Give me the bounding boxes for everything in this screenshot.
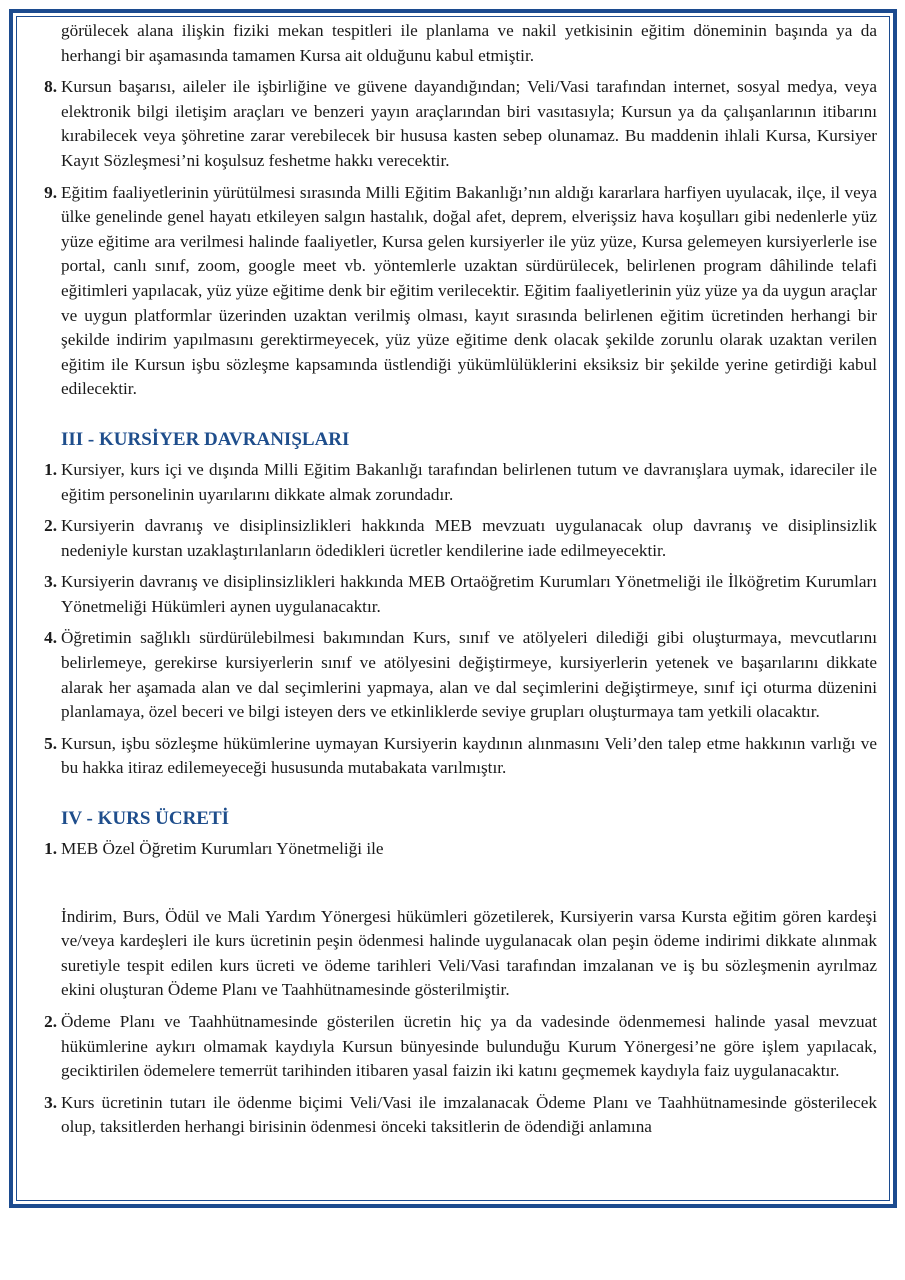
item-text: Kursiyer, kurs içi ve dışında Milli Eğitim Bakanlığı tarafından belirlenen tutum ve davranışlara uymak, idareciler ile eğitim personelinin uyarılarını dikkate almak zorundadır. xyxy=(61,459,877,504)
item-text: Kursun, işbu sözleşme hükümlerine uymayan Kursiyerin kaydının alınmasını Veli’den talep etme hakkının varlığı ve bu hakka itiraz edilemeyeceği hususunda mutabakata varılmıştır. xyxy=(61,733,877,778)
list-item xyxy=(31,837,877,862)
paragraph-continuation: görülecek alana ilişkin fiziki mekan tespitleri ile planlama ve nakil yetkisinin eğitim döneminin başında ya da herhangi bir aşamasında tamamen Kursa ait olduğunu kabul etmiştir. xyxy=(61,21,877,65)
item-number: 5. xyxy=(44,733,57,753)
list-item xyxy=(31,732,877,781)
list-item xyxy=(31,181,877,402)
section-heading: IV - KURS ÜCRETİ xyxy=(61,808,230,830)
item-number: 3. xyxy=(44,572,57,592)
item-text: Ödeme Planı ve Taahhütnamesinde gösterilen ücretin hiç ya da vadesinde ödenmemesi halinde yasal mevzuat hükümlerine aykırı olmamak kaydıyla Kursun bünyesinde bulunduğu Kurum Yönergesi’ne göre işlem yapılacak, geciktirilen ödemelere temerrüt tarihinden itibaren yasal faizin iki katını geçmemek kaydıyla faiz uygulanacaktır. xyxy=(61,1012,877,1081)
list-item xyxy=(31,458,877,507)
list-item xyxy=(31,570,877,619)
list-item xyxy=(31,75,877,173)
item-number: 2. xyxy=(44,516,57,536)
item-number: 9. xyxy=(44,182,57,202)
list-item xyxy=(31,1091,877,1140)
item-text: Kursiyerin davranış ve disiplinsizlikleri hakkında MEB mevzuatı uygulanacak olup davranış ve disiplinsizlik nedeniyle kurstan uzaklaştırılanların ödedikleri ücretler kendilerine iade edilmeyecektir. xyxy=(61,516,877,560)
item-text: Öğretimin sağlıklı sürdürülebilmesi bakımından Kurs, sınıf ve atölyeleri dilediği gibi oluşturmaya, mevcutlarını belirlemeye, gerekirse kursiyerlerin sınıf ve atölyesini değiştirmeye, kursiyerlerin yetenek ve başarılarını dikkate alarak her aşamada alan ve dal seçimlerini yapmaya, alan ve dal seçimlerini değiştirmeye, sınıf içi oturma düzenini planlamaya, özel beceri ve bilgi isteyen ders ve etkinliklerde seviye grupları oluşturmaya tam yetkili olacaktır. xyxy=(61,628,877,722)
item-number: 1. xyxy=(44,459,57,479)
blank-space xyxy=(31,869,877,905)
list-item xyxy=(31,514,877,563)
item-number: 1. xyxy=(44,839,57,859)
item-text: Eğitim faaliyetlerinin yürütülmesi sırasında Milli Eğitim Bakanlığı’nın aldığı kararlara harfiyen uyulacak, ilçe, il veya ülke genelinde genel hayatı etkileyen salgın hastalık, doğal afet, deprem, elverişsiz hava koşulları gibi nedenlerle yüz yüze eğitime ara verilmesi halinde faaliyetler, Kursa gelen kursiyerler ile yüz yüze, Kursa gelemeyen kursiyerlerle ise portal, canlı sınıf, zoom, google meet vb. yöntemlerle uzaktan sürdürülecek, belirlenen program dâhilinde telafi eğitimleri yapılacak, yüz yüze eğitime denk bir eğitim verilecektir. Eğitim faaliyetlerinin yüz yüze ya da uygun araçlar ve uygun platformlar üzerinden uzaktan verilmiş olması, kayıt sırasında belirlenen eğitim ücretinden herhangi bir şekilde indirim yapılmasını gerektirmeyecek, yüz yüze eğitime denk olacak şekilde zorunlu olarak uzaktan verilen eğitim ile Kursun işbu sözleşme kapsamında üstlendiği yükümlülüklerini eksiksiz bir şekilde yerine getirdiği kabul edilecektir. xyxy=(61,182,877,399)
document-body xyxy=(31,19,877,1147)
item-number: 4. xyxy=(44,628,57,648)
section-heading: III - KURSİYER DAVRANIŞLARI xyxy=(61,428,350,450)
item-number: 3. xyxy=(44,1092,57,1112)
list-item xyxy=(31,1010,877,1084)
item-text: Kursiyerin davranış ve disiplinsizlikleri hakkında MEB Ortaöğretim Kurumları Yönetmeliği ile İlköğretim Kurumları Yönetmeliği Hükümleri aynen uygulanacaktır. xyxy=(61,572,877,616)
item-text: MEB Özel Öğretim Kurumları Yönetmeliği ile xyxy=(61,839,384,859)
item-text: Kursun başarısı, aileler ile işbirliğine ve güvene dayandığından; Veli/Vasi tarafından internet, sosyal medya, veya elektronik bilgi iletişim araçları ve benzeri yayın araçlarından biri vasıtasıyla; Kursun ya da çalışanlarının itibarını kırabilecek veya şöhretine zarar verebilecek bir hususa kasten sebep olunamaz. Bu maddenin ihlali Kursa, Kursiyer Kayıt Sözleşmesi’ni koşulsuz feshetme hakkı verecektir. xyxy=(61,77,877,170)
item-number: 2. xyxy=(44,1012,57,1031)
item-text: Kurs ücretinin tutarı ile ödenme biçimi Veli/Vasi ile imzalanacak Ödeme Planı ve Taahhütnamesinde gösterilecek olup, taksitlerden herhangi birisinin ödenmesi önceki taksitlerin de ödendiği anlamına xyxy=(61,1092,877,1137)
item-number: 8. xyxy=(44,77,57,97)
paragraph-continuation: İndirim, Burs, Ödül ve Mali Yardım Yönergesi hükümleri gözetilerek, Kursiyerin varsa Kursta eğitim gören kardeşi ve/veya kardeşleri ile kurs ücretinin peşin ödenmesi halinde uygulanacak olan peşin ödeme indirimi dikkate alınmak suretiyle tespit edilen kurs ücreti ve ödeme tarihleri Veli/Vasi tarafından imzalanan ve iş bu sözleşmenin ayrılmaz ekini oluşturan Ödeme Planı ve Taahhütnamesinde gösterilmiştir. xyxy=(61,906,877,1000)
list-item xyxy=(31,626,877,724)
